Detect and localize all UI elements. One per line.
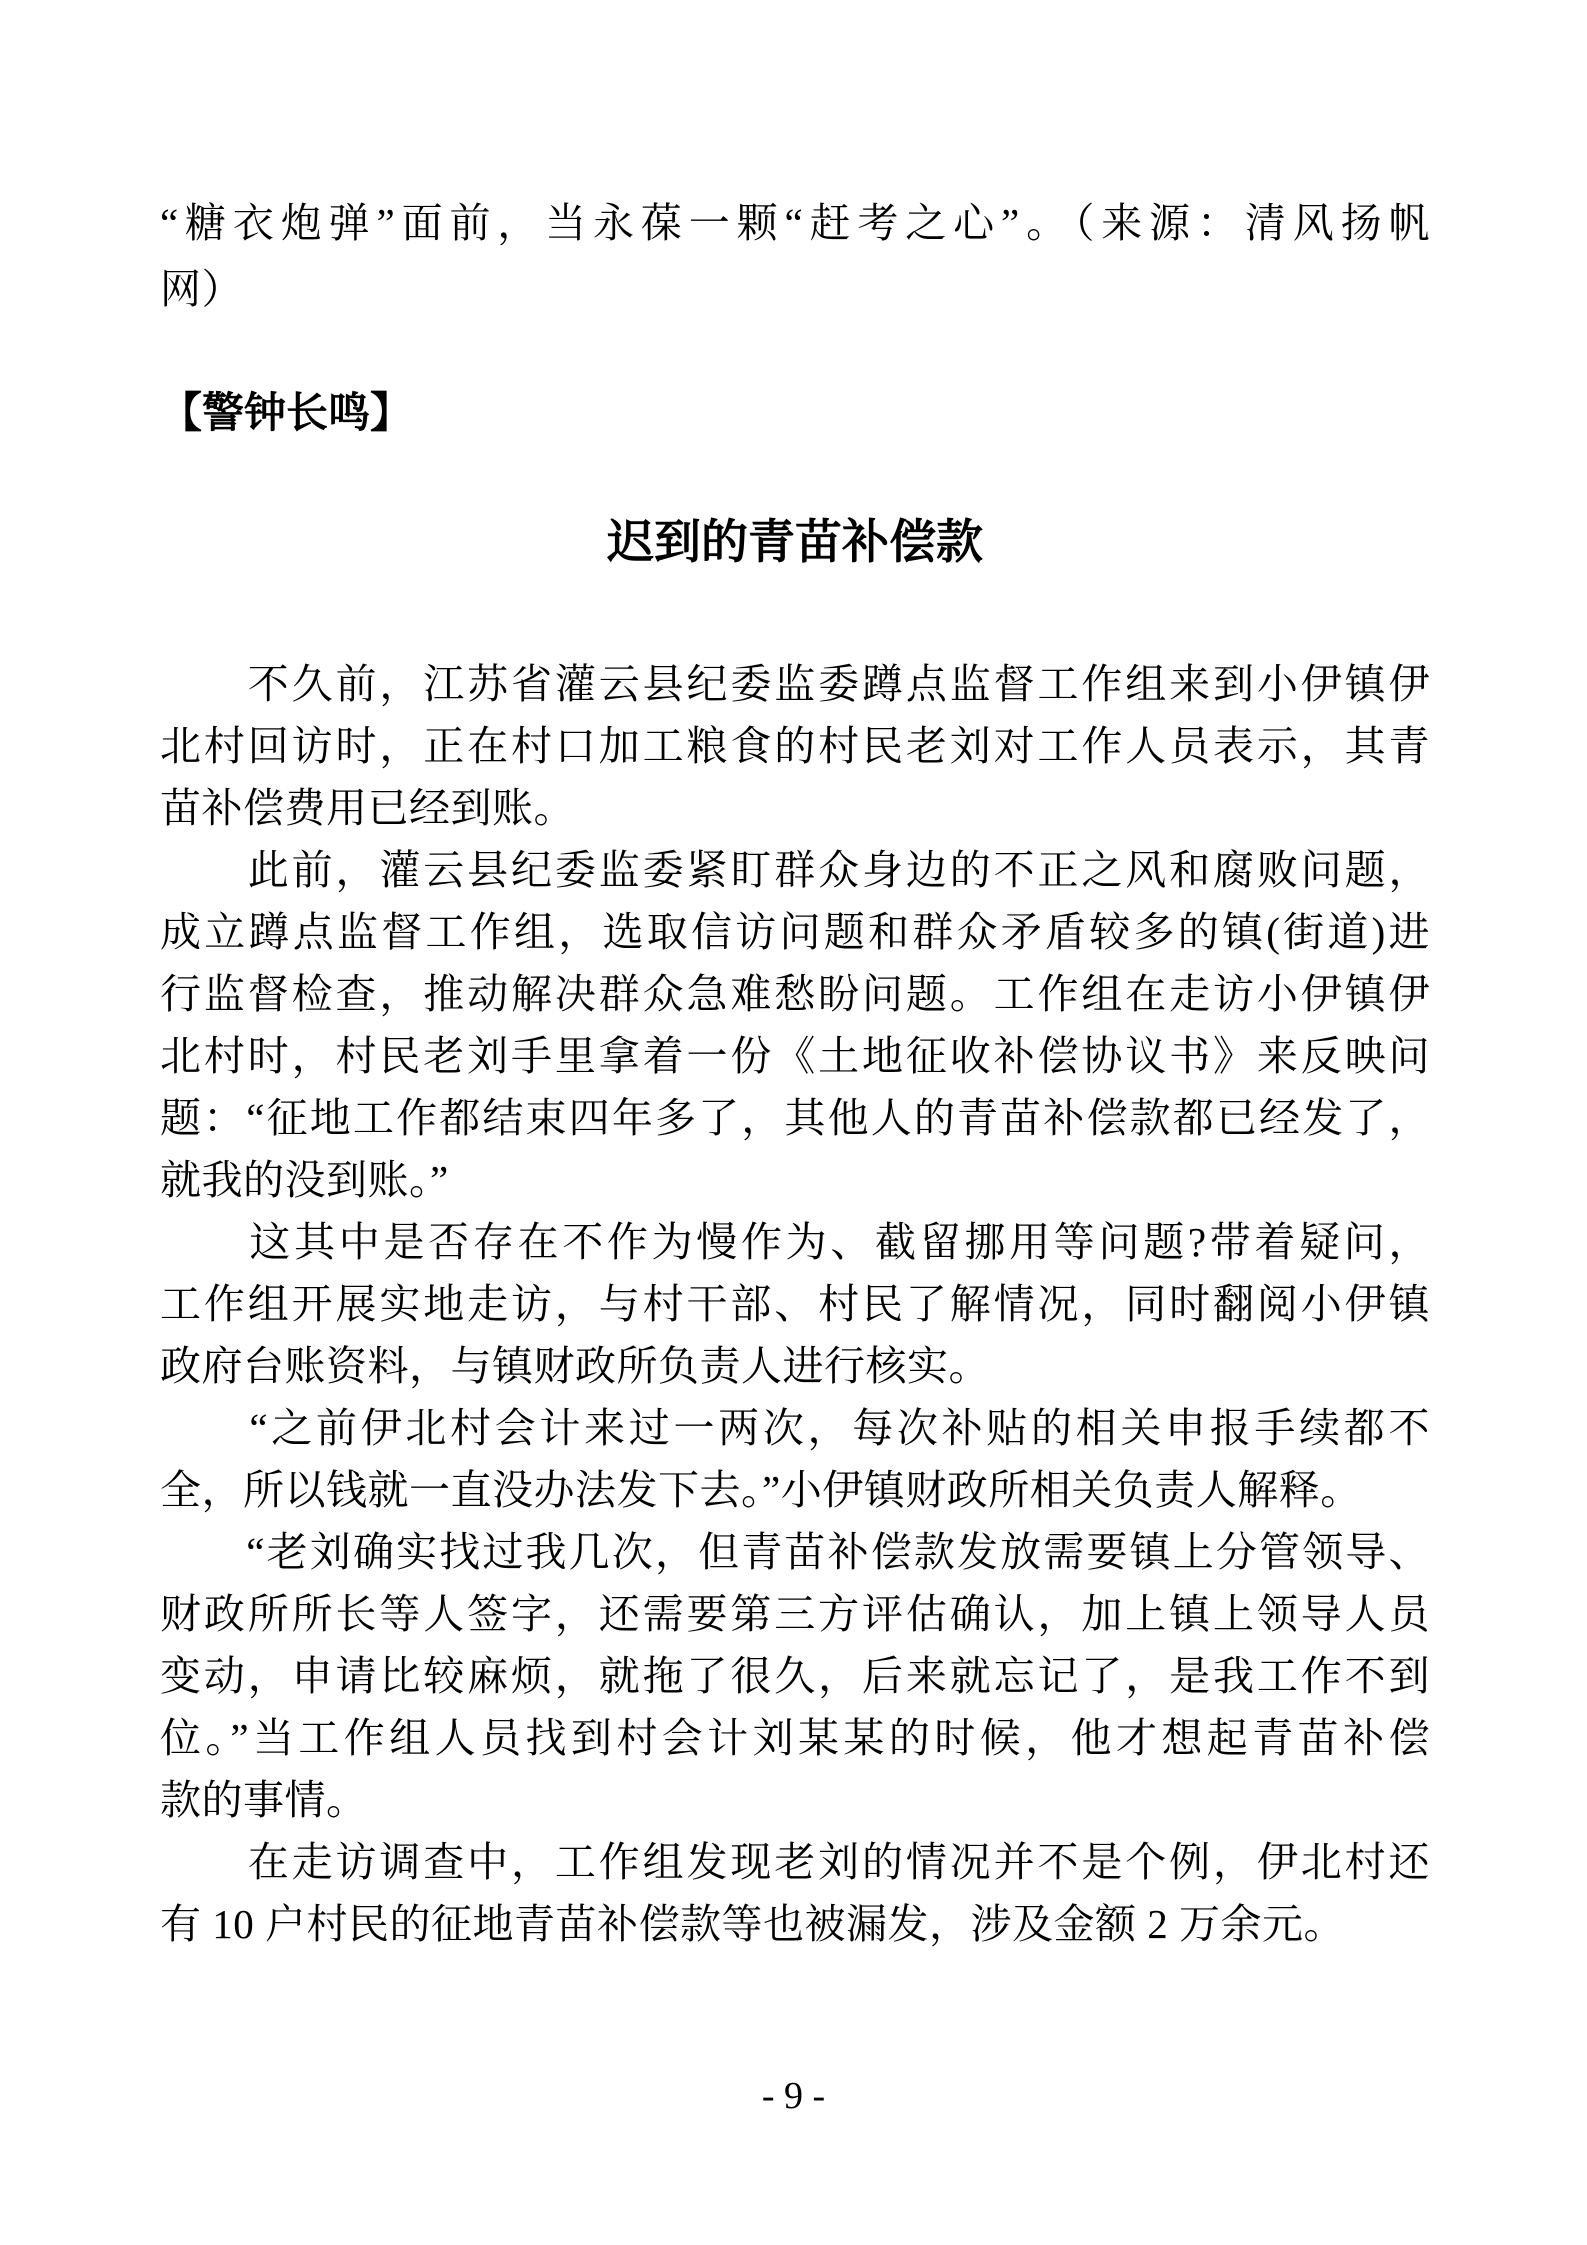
body-line: 北村时，村民老刘手里拿着一份《土地征收补偿协议书》来反映问: [160, 1033, 1430, 1079]
intro-continuation-paragraph: [160, 190, 1430, 322]
body-line: “老刘确实找过我几次，但青苗补偿款发放需要镇上分管领导、: [160, 1529, 1430, 1575]
body-line: 全，所以钱就一直没办法发下去。”小伊镇财政所相关负责人解释。: [160, 1467, 1362, 1513]
body-line: 位。”当工作组人员找到村会计刘某某的时候，他才想起青苗补偿: [160, 1715, 1430, 1761]
body-line: 变动，申请比较麻烦，就拖了很久，后来就忘记了，是我工作不到: [160, 1653, 1430, 1699]
body-line: 不久前，江苏省灌云县纪委监委蹲点监督工作组来到小伊镇伊: [160, 661, 1430, 707]
page-number: - 9 -: [761, 2075, 826, 2117]
body-line: 题：“征地工作都结束四年多了，其他人的青苗补偿款都已经发了，: [160, 1095, 1430, 1141]
section-header: 【警钟长鸣】: [160, 391, 413, 437]
article-title: 迟到的青苗补偿款: [607, 517, 983, 569]
body-line: 款的事情。: [160, 1777, 368, 1823]
body-line: 北村回访时，正在村口加工粮食的村民老刘对工作人员表示，其青: [160, 723, 1430, 769]
body-line: 网）: [160, 266, 243, 312]
body-line: 政府台账资料，与镇财政所负责人进行核实。: [160, 1343, 990, 1389]
article-body: [160, 653, 1430, 1955]
body-line: 此前，灌云县纪委监委紧盯群众身边的不正之风和腐败问题，: [160, 847, 1430, 893]
body-line: “之前伊北村会计来过一两次，每次补贴的相关申报手续都不: [160, 1405, 1430, 1451]
body-line: 这其中是否存在不作为慢作为、截留挪用等问题?带着疑问，: [160, 1219, 1430, 1265]
body-line: 成立蹲点监督工作组，选取信访问题和群众矛盾较多的镇(街道)进: [160, 909, 1430, 955]
body-line: 工作组开展实地走访，与村干部、村民了解情况，同时翻阅小伊镇: [160, 1281, 1430, 1327]
body-line: 行监督检查，推动解决群众急难愁盼问题。工作组在走访小伊镇伊: [160, 971, 1430, 1017]
body-line: 在走访调查中，工作组发现老刘的情况并不是个例，伊北村还: [160, 1839, 1430, 1885]
body-line: 财政所所长等人签字，还需要第三方评估确认，加上镇上领导人员: [160, 1591, 1430, 1637]
body-line: 就我的没到账。”: [160, 1157, 449, 1203]
body-line: 有 10 户村民的征地青苗补偿款等也被漏发，涉及金额 2 万余元。: [160, 1901, 1345, 1947]
page-content: [0, 190, 1587, 1955]
body-line: 苗补偿费用已经到账。: [160, 785, 575, 831]
body-line: “糖衣炮弹”面前，当永葆一颗“赶考之心”。（来源：清风扬帆: [160, 200, 1430, 246]
